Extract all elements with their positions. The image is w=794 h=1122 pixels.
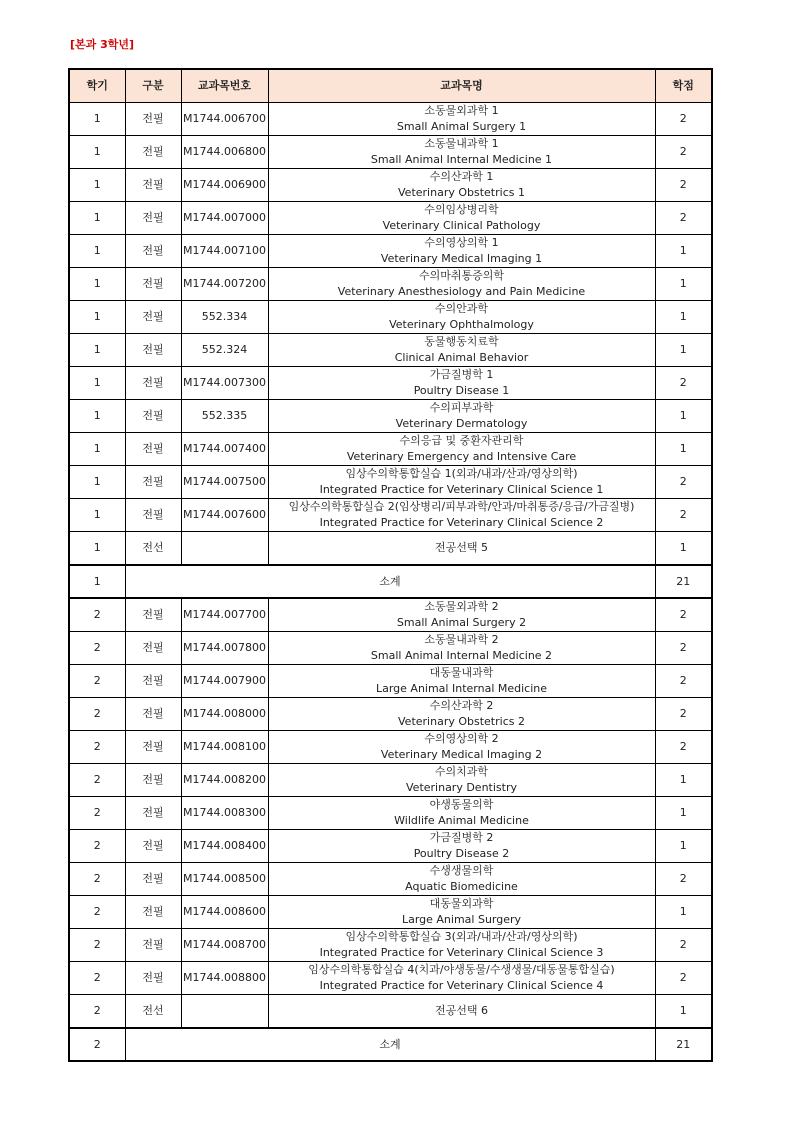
course-name-english: Integrated Practice for Veterinary Clinical Science 4 xyxy=(319,979,604,992)
course-name-korean: 임상수의학통합실습 4(치과/야생동물/수생생물/대동물통합실습) xyxy=(308,963,615,976)
cell-credits: 2 xyxy=(655,466,712,499)
cell-type: 전필 xyxy=(125,665,181,698)
course-name-korean: 임상수의학통합실습 1(외과/내과/산과/영상의학) xyxy=(345,467,578,480)
course-name-english: Large Animal Surgery xyxy=(401,913,522,926)
cell-semester: 1 xyxy=(69,235,125,268)
cell-course-code: 552.335 xyxy=(181,400,268,433)
cell-type: 전필 xyxy=(125,433,181,466)
cell-course-name xyxy=(268,169,655,202)
table-row xyxy=(69,598,712,632)
cell-course-code: M1744.008600 xyxy=(181,896,268,929)
cell-course-name xyxy=(268,698,655,731)
cell-credits: 2 xyxy=(655,962,712,995)
course-name-korean: 대동물내과학 xyxy=(429,666,494,679)
cell-type: 전필 xyxy=(125,202,181,235)
cell-course-name xyxy=(268,400,655,433)
course-name-english: Integrated Practice for Veterinary Clinical Science 2 xyxy=(319,516,604,529)
table-row xyxy=(69,466,712,499)
course-name-korean: 수의영상의학 1 xyxy=(424,236,499,249)
table-row xyxy=(69,830,712,863)
cell-course-code: M1744.007100 xyxy=(181,235,268,268)
table-row xyxy=(69,103,712,136)
table-row xyxy=(69,202,712,235)
course-name-korean: 수의산과학 2 xyxy=(429,699,494,712)
cell-course-name xyxy=(268,995,655,1029)
course-name-korean: 수의영상의학 2 xyxy=(424,732,499,745)
course-name-english: Veterinary Obstetrics 1 xyxy=(398,186,525,199)
cell-type: 전필 xyxy=(125,731,181,764)
subtotal-credits: 21 xyxy=(655,1028,712,1061)
cell-course-code: M1744.008100 xyxy=(181,731,268,764)
cell-type: 전필 xyxy=(125,598,181,632)
cell-course-name xyxy=(268,797,655,830)
cell-credits: 1 xyxy=(655,400,712,433)
cell-semester: 1 xyxy=(69,103,125,136)
cell-course-name xyxy=(268,367,655,400)
cell-credits: 2 xyxy=(655,665,712,698)
cell-credits: 2 xyxy=(655,202,712,235)
cell-course-name xyxy=(268,268,655,301)
cell-type: 전필 xyxy=(125,400,181,433)
table-row xyxy=(69,169,712,202)
table-header xyxy=(69,69,712,103)
cell-credits: 2 xyxy=(655,731,712,764)
course-name-english: Small Animal Internal Medicine 2 xyxy=(370,649,553,662)
cell-course-name xyxy=(268,532,655,566)
cell-credits: 2 xyxy=(655,169,712,202)
cell-credits: 1 xyxy=(655,301,712,334)
cell-semester: 1 xyxy=(69,532,125,566)
table-row xyxy=(69,433,712,466)
cell-semester: 1 xyxy=(69,400,125,433)
course-name-english: Wildlife Animal Medicine xyxy=(394,814,529,827)
table-row xyxy=(69,235,712,268)
cell-credits: 1 xyxy=(655,334,712,367)
cell-semester: 2 xyxy=(69,731,125,764)
course-name-english: Veterinary Clinical Pathology xyxy=(382,219,541,232)
cell-semester: 2 xyxy=(69,632,125,665)
cell-credits: 2 xyxy=(655,632,712,665)
cell-course-code: M1744.007000 xyxy=(181,202,268,235)
cell-course-name xyxy=(268,466,655,499)
cell-type: 전필 xyxy=(125,797,181,830)
cell-credits: 2 xyxy=(655,136,712,169)
course-name-korean: 수의피부과학 xyxy=(429,401,494,414)
cell-course-name xyxy=(268,499,655,532)
table-row xyxy=(69,632,712,665)
course-name-english: Large Animal Internal Medicine xyxy=(375,682,548,695)
header-semester: 학기 xyxy=(69,69,125,103)
cell-semester: 2 xyxy=(69,929,125,962)
cell-type: 전필 xyxy=(125,466,181,499)
cell-type: 전필 xyxy=(125,136,181,169)
cell-credits: 1 xyxy=(655,235,712,268)
section-title: [본과 3학년] xyxy=(70,38,135,51)
table-row xyxy=(69,797,712,830)
cell-semester: 1 xyxy=(69,136,125,169)
table-row xyxy=(69,665,712,698)
cell-course-name xyxy=(268,665,655,698)
table-row xyxy=(69,268,712,301)
cell-type: 전선 xyxy=(125,995,181,1029)
course-name-korean: 소동물외과학 1 xyxy=(424,104,499,117)
course-name-english: Veterinary Dentistry xyxy=(406,781,517,794)
cell-course-code: M1744.008300 xyxy=(181,797,268,830)
cell-semester: 1 xyxy=(69,433,125,466)
table-row xyxy=(69,995,712,1029)
cell-course-name xyxy=(268,235,655,268)
course-name-korean: 가금질병학 2 xyxy=(429,831,494,844)
cell-course-code: M1744.006800 xyxy=(181,136,268,169)
cell-semester: 1 xyxy=(69,169,125,202)
course-name-english: Clinical Animal Behavior xyxy=(394,351,529,364)
cell-course-code: M1744.008000 xyxy=(181,698,268,731)
course-name-korean: 임상수의학통합실습 2(임상병리/피부과학/안과/마취통증/응급/가금질병) xyxy=(288,500,635,513)
cell-type: 전필 xyxy=(125,896,181,929)
subtotal-row xyxy=(69,565,712,598)
cell-type: 전필 xyxy=(125,367,181,400)
course-name-korean: 수의임상병리학 xyxy=(424,203,499,216)
cell-semester: 1 xyxy=(69,367,125,400)
table-row xyxy=(69,896,712,929)
cell-credits: 1 xyxy=(655,797,712,830)
cell-course-code: M1744.007200 xyxy=(181,268,268,301)
course-name-korean: 수생생물의학 xyxy=(429,864,494,877)
course-name-english: Veterinary Medical Imaging 2 xyxy=(380,748,543,761)
course-name-english: Integrated Practice for Veterinary Clinical Science 1 xyxy=(319,483,604,496)
course-name-korean: 동물행동치료학 xyxy=(424,335,499,348)
cell-semester: 2 xyxy=(69,962,125,995)
course-name-english: Small Animal Internal Medicine 1 xyxy=(370,153,553,166)
subtotal-credits: 21 xyxy=(655,565,712,598)
cell-type: 전필 xyxy=(125,499,181,532)
course-name-korean: 소동물내과학 2 xyxy=(424,633,499,646)
table-row xyxy=(69,499,712,532)
cell-credits: 1 xyxy=(655,995,712,1029)
course-name-korean: 소동물내과학 1 xyxy=(424,137,499,150)
course-name-korean: 가금질병학 1 xyxy=(429,368,494,381)
cell-type: 전필 xyxy=(125,632,181,665)
cell-course-name xyxy=(268,764,655,797)
cell-semester: 1 xyxy=(69,334,125,367)
course-name-english: Veterinary Ophthalmology xyxy=(389,318,534,331)
cell-credits: 2 xyxy=(655,367,712,400)
cell-course-name xyxy=(268,334,655,367)
cell-semester: 1 xyxy=(69,466,125,499)
cell-course-name xyxy=(268,830,655,863)
cell-semester: 2 xyxy=(69,863,125,896)
table-row xyxy=(69,367,712,400)
course-name-korean: 수의마취통증의학 xyxy=(418,269,504,282)
cell-course-name xyxy=(268,896,655,929)
course-name-korean: 대동물외과학 xyxy=(429,897,494,910)
subtotal-row xyxy=(69,1028,712,1061)
course-name-english: Aquatic Biomedicine xyxy=(405,880,518,893)
cell-course-code: M1744.007900 xyxy=(181,665,268,698)
course-name-english: Veterinary Dermatology xyxy=(395,417,528,430)
table-row xyxy=(69,962,712,995)
table-row xyxy=(69,334,712,367)
table-row xyxy=(69,136,712,169)
course-name-korean: 수의안과학 xyxy=(434,302,489,315)
cell-course-code xyxy=(181,995,268,1029)
cell-semester: 1 xyxy=(69,268,125,301)
cell-credits: 1 xyxy=(655,896,712,929)
cell-credits: 2 xyxy=(655,499,712,532)
cell-semester: 1 xyxy=(69,202,125,235)
table-row xyxy=(69,698,712,731)
course-name-english: Integrated Practice for Veterinary Clinical Science 3 xyxy=(319,946,604,959)
cell-credits: 2 xyxy=(655,103,712,136)
cell-course-name xyxy=(268,731,655,764)
cell-type: 전필 xyxy=(125,301,181,334)
cell-credits: 1 xyxy=(655,532,712,566)
table-row xyxy=(69,532,712,566)
cell-type: 전필 xyxy=(125,962,181,995)
cell-course-code: M1744.007600 xyxy=(181,499,268,532)
cell-semester: 1 xyxy=(69,499,125,532)
course-name-english: Poultry Disease 1 xyxy=(413,384,510,397)
cell-type: 전필 xyxy=(125,103,181,136)
table-body xyxy=(69,103,712,1062)
cell-credits: 2 xyxy=(655,929,712,962)
cell-course-name xyxy=(268,136,655,169)
course-name-korean: 소동물외과학 2 xyxy=(424,600,499,613)
header-course-code: 교과목번호 xyxy=(181,69,268,103)
cell-semester: 2 xyxy=(69,995,125,1029)
cell-type: 전필 xyxy=(125,334,181,367)
table-row xyxy=(69,731,712,764)
subtotal-semester: 1 xyxy=(69,565,125,598)
cell-course-name xyxy=(268,962,655,995)
subtotal-label: 소계 xyxy=(125,1028,655,1061)
cell-semester: 2 xyxy=(69,598,125,632)
cell-course-code: M1744.007300 xyxy=(181,367,268,400)
table-row xyxy=(69,400,712,433)
cell-semester: 2 xyxy=(69,764,125,797)
cell-course-code: M1744.008400 xyxy=(181,830,268,863)
cell-course-code: M1744.006900 xyxy=(181,169,268,202)
subtotal-semester: 2 xyxy=(69,1028,125,1061)
cell-semester: 2 xyxy=(69,698,125,731)
cell-course-name xyxy=(268,929,655,962)
table-row xyxy=(69,301,712,334)
course-name-korean: 수의응급 및 중환자관리학 xyxy=(399,434,524,447)
header-credits: 학점 xyxy=(655,69,712,103)
header-course-name: 교과목명 xyxy=(268,69,655,103)
cell-course-code xyxy=(181,532,268,566)
course-name-korean: 전공선택 6 xyxy=(435,1004,488,1017)
cell-course-code: M1744.007800 xyxy=(181,632,268,665)
cell-type: 전필 xyxy=(125,929,181,962)
cell-course-code: M1744.007700 xyxy=(181,598,268,632)
cell-semester: 2 xyxy=(69,797,125,830)
cell-credits: 1 xyxy=(655,830,712,863)
cell-course-code: M1744.008800 xyxy=(181,962,268,995)
curriculum-table xyxy=(68,68,713,1062)
cell-course-code: M1744.008500 xyxy=(181,863,268,896)
cell-course-code: M1744.007500 xyxy=(181,466,268,499)
cell-semester: 2 xyxy=(69,896,125,929)
cell-semester: 2 xyxy=(69,665,125,698)
cell-course-code: M1744.007400 xyxy=(181,433,268,466)
course-name-korean: 임상수의학통합실습 3(외과/내과/산과/영상의학) xyxy=(345,930,578,943)
cell-semester: 2 xyxy=(69,830,125,863)
header-row xyxy=(69,69,712,103)
cell-credits: 2 xyxy=(655,598,712,632)
course-name-korean: 야생동물의학 xyxy=(429,798,494,811)
cell-course-code: 552.334 xyxy=(181,301,268,334)
course-name-english: Veterinary Obstetrics 2 xyxy=(398,715,525,728)
cell-course-code: M1744.006700 xyxy=(181,103,268,136)
table-row xyxy=(69,863,712,896)
course-name-korean: 전공선택 5 xyxy=(435,541,488,554)
cell-course-name xyxy=(268,202,655,235)
cell-course-code: 552.324 xyxy=(181,334,268,367)
course-name-english: Veterinary Anesthesiology and Pain Medicine xyxy=(337,285,586,298)
cell-course-code: M1744.008200 xyxy=(181,764,268,797)
cell-course-code: M1744.008700 xyxy=(181,929,268,962)
course-name-english: Small Animal Surgery 2 xyxy=(396,616,527,629)
cell-semester: 1 xyxy=(69,301,125,334)
course-name-korean: 수의산과학 1 xyxy=(429,170,494,183)
table-row xyxy=(69,929,712,962)
cell-type: 전필 xyxy=(125,235,181,268)
cell-course-name xyxy=(268,632,655,665)
course-name-english: Veterinary Medical Imaging 1 xyxy=(380,252,543,265)
course-name-english: Veterinary Emergency and Intensive Care xyxy=(346,450,577,463)
cell-credits: 2 xyxy=(655,863,712,896)
course-name-english: Small Animal Surgery 1 xyxy=(396,120,527,133)
table-row xyxy=(69,764,712,797)
cell-course-name xyxy=(268,301,655,334)
cell-type: 전필 xyxy=(125,764,181,797)
cell-credits: 1 xyxy=(655,268,712,301)
cell-credits: 1 xyxy=(655,433,712,466)
cell-course-name xyxy=(268,863,655,896)
cell-type: 전필 xyxy=(125,863,181,896)
cell-course-name xyxy=(268,103,655,136)
cell-type: 전필 xyxy=(125,830,181,863)
cell-credits: 1 xyxy=(655,764,712,797)
cell-type: 전필 xyxy=(125,169,181,202)
cell-type: 전선 xyxy=(125,532,181,566)
course-name-korean: 수의치과학 xyxy=(434,765,489,778)
cell-credits: 2 xyxy=(655,698,712,731)
subtotal-label: 소계 xyxy=(125,565,655,598)
header-type: 구분 xyxy=(125,69,181,103)
course-name-english: Poultry Disease 2 xyxy=(413,847,510,860)
cell-course-name xyxy=(268,433,655,466)
cell-course-name xyxy=(268,598,655,632)
cell-type: 전필 xyxy=(125,268,181,301)
cell-type: 전필 xyxy=(125,698,181,731)
